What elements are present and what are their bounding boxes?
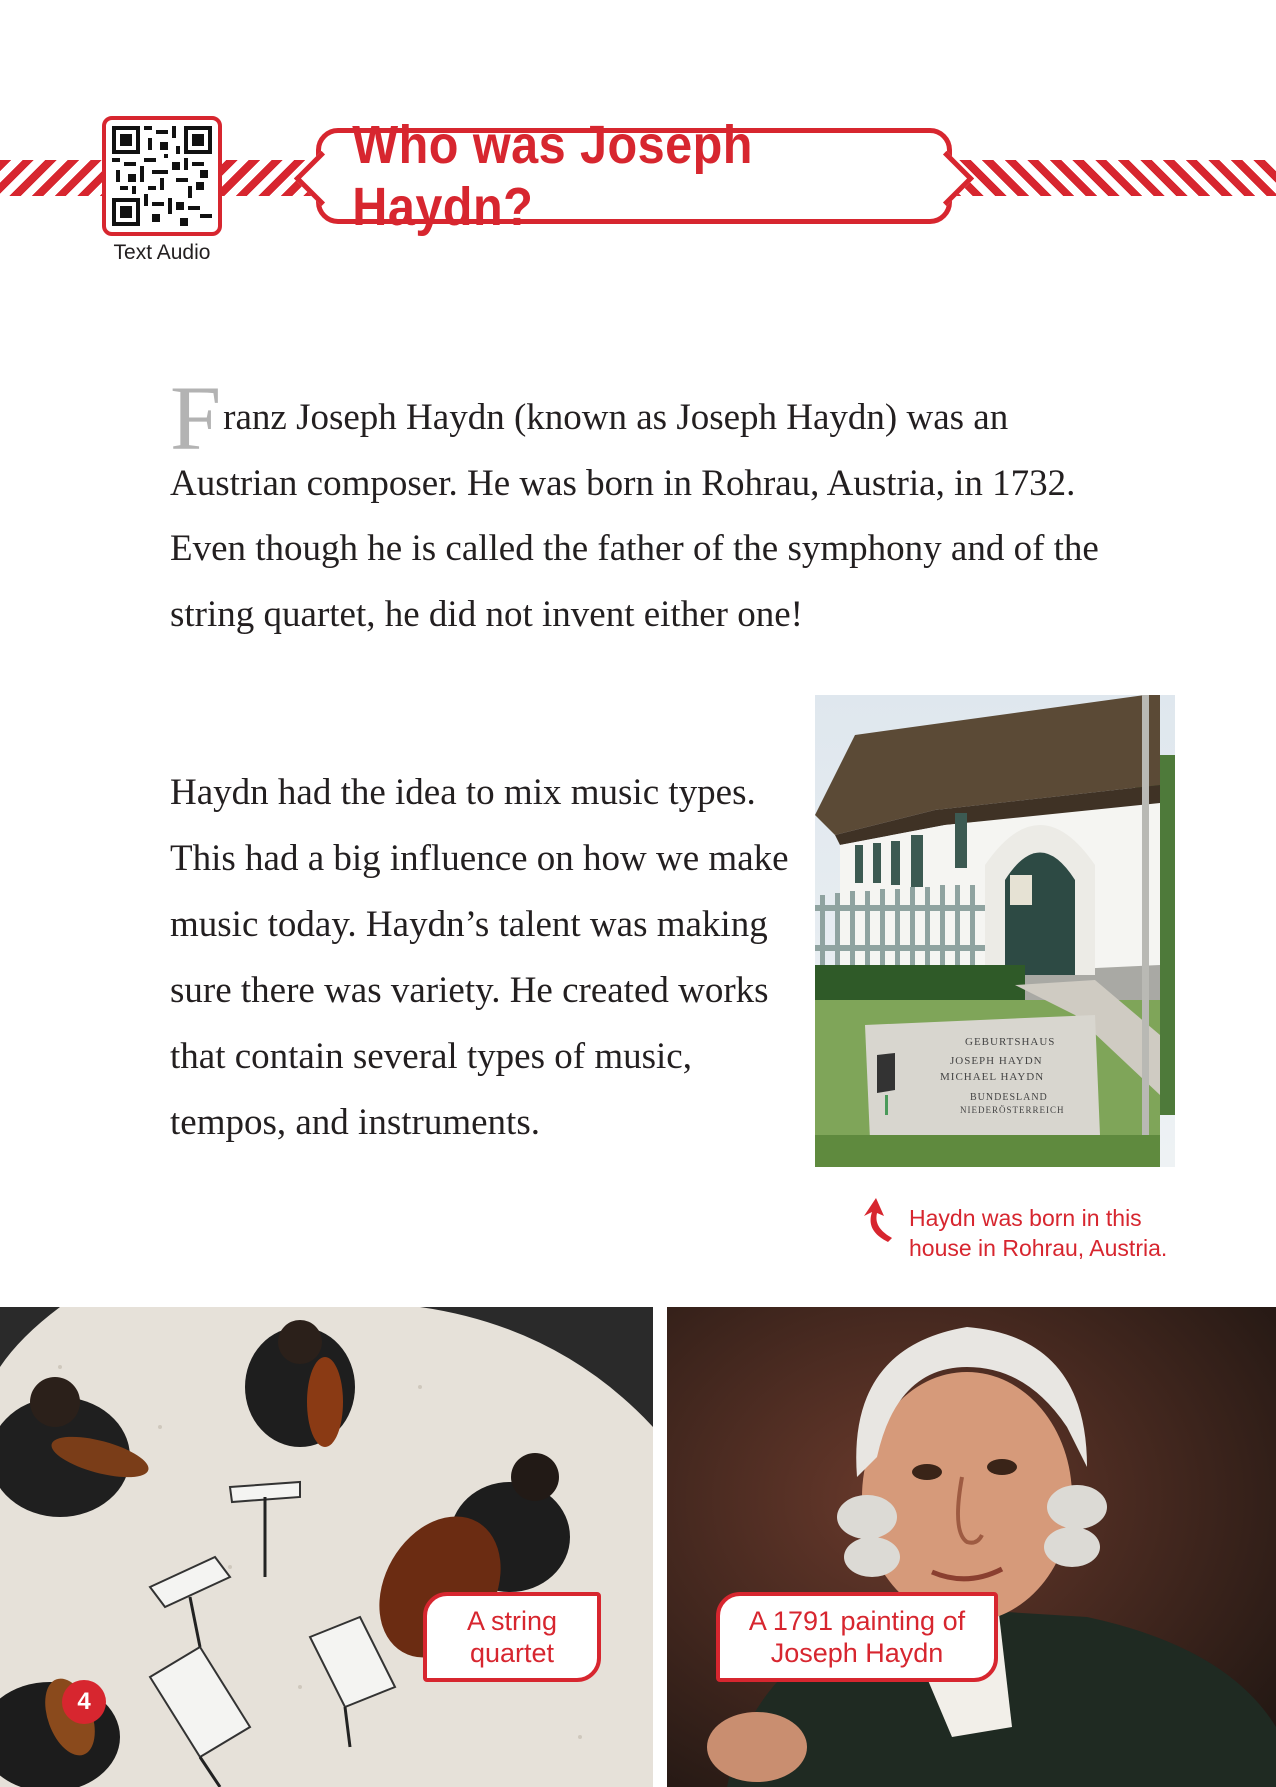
sign-line-3: MICHAEL HAYDN bbox=[940, 1071, 1045, 1083]
sign-line-5: NIEDERÖSTERREICH bbox=[960, 1105, 1065, 1115]
qr-code[interactable] bbox=[102, 116, 222, 236]
intro-paragraph-text: ranz Joseph Haydn (known as Joseph Haydn) was an Austrian composer. He was born in Rohrau, Austria, in 1732. Even though he is called the father of the symphony and of the string quartet, he did not invent either one! bbox=[170, 397, 1099, 635]
title-plate bbox=[316, 115, 952, 237]
sign-line-4: BUNDESLAND bbox=[970, 1092, 1048, 1103]
string-quartet-label-line-1: A string bbox=[466, 1606, 558, 1636]
house-photo bbox=[815, 695, 1175, 1167]
string-quartet-label-line-2: quartet bbox=[469, 1638, 555, 1668]
qr-code-icon bbox=[112, 126, 212, 226]
intro-paragraph bbox=[170, 367, 1130, 647]
curved-arrow-icon bbox=[862, 1198, 896, 1242]
haydn-painting-photo bbox=[667, 1307, 1276, 1787]
page-number-badge: 4 bbox=[62, 1680, 106, 1724]
house-caption-line-1: Haydn was born in this bbox=[909, 1205, 1142, 1231]
second-paragraph: Haydn had the idea to mix music types. This had a big influence on how we make music today. Haydn’s talent was making sure there was variety. He created works that contain several types of music, tempos, and instruments. bbox=[170, 772, 789, 1143]
header-stripe-right bbox=[950, 160, 1276, 196]
house-caption bbox=[909, 1203, 1209, 1263]
page-title: Who was Joseph Haydn? bbox=[352, 115, 753, 237]
painting-label-line-2: Joseph Haydn bbox=[770, 1638, 944, 1668]
sign-line-1: GEBURTSHAUS bbox=[965, 1036, 1056, 1048]
painting-label-line-1: A 1791 painting of bbox=[748, 1606, 966, 1636]
house-caption-line-2: house in Rohrau, Austria. bbox=[909, 1235, 1168, 1261]
string-quartet-label bbox=[423, 1592, 601, 1682]
drop-cap: F bbox=[170, 367, 222, 469]
sign-line-2: JOSEPH HAYDN bbox=[950, 1055, 1043, 1067]
painting-label bbox=[716, 1592, 998, 1682]
qr-caption: Text Audio bbox=[113, 241, 211, 264]
